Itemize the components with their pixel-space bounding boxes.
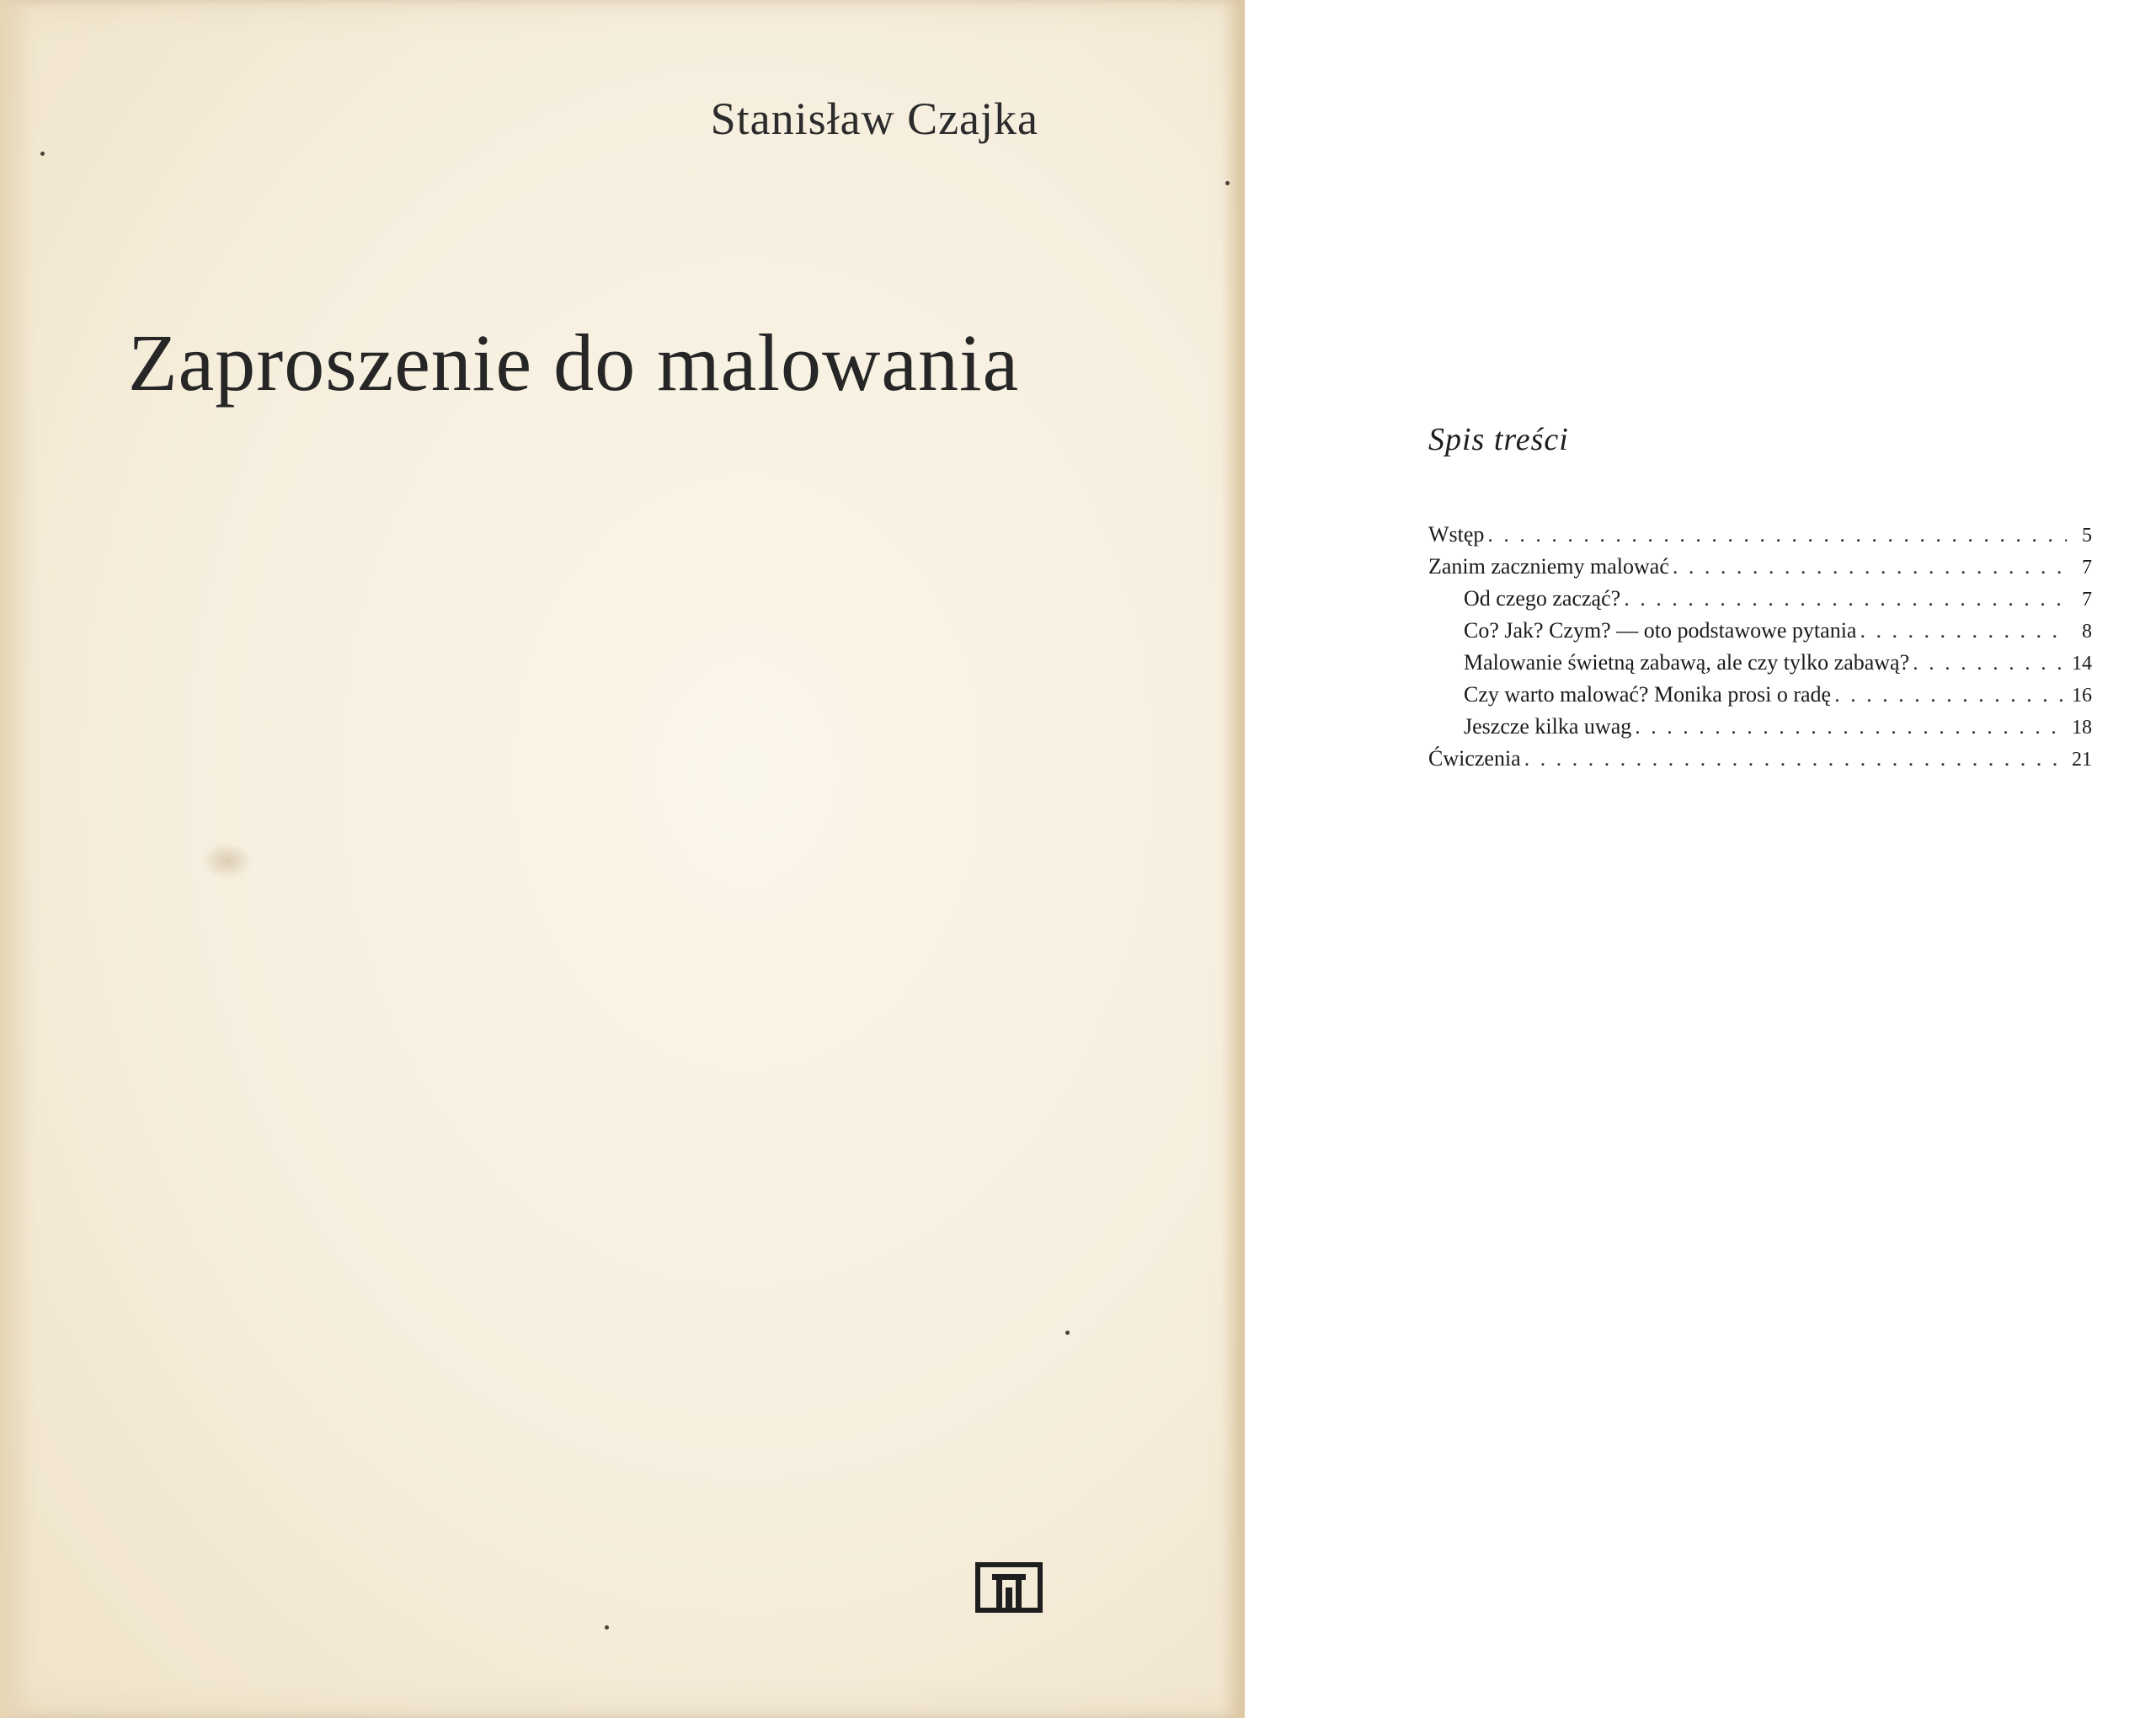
toc-leader-dots [1635, 711, 2067, 743]
toc-entry-zanim-zaczniemy-malowac [1428, 551, 2092, 583]
toc-entry-czy-warto-malowac [1428, 679, 2092, 711]
toc-list [1428, 519, 2092, 775]
cover-spine-edge [0, 0, 34, 1718]
toc-entry-malowanie-zabawa [1428, 647, 2092, 679]
cover-author: Stanisław Czajka [710, 93, 1038, 144]
toc-entry-page: 16 [2072, 685, 2092, 707]
toc-entry-page: 14 [2072, 653, 2092, 675]
toc-entry-label: Ćwiczenia [1428, 746, 1521, 771]
toc-leader-dots [1913, 647, 2067, 679]
toc-entry-podstawowe-pytania [1428, 615, 2092, 647]
toc-leader-dots [1834, 679, 2067, 711]
cover-right-edge [1221, 0, 1245, 1718]
toc-entry-label: Wstęp [1428, 522, 1485, 547]
toc-entry-label: Malowanie świetną zabawą, ale czy tylko zabawą? [1464, 650, 1910, 675]
toc-entry-label: Zanim zaczniemy malować [1428, 554, 1669, 579]
publisher-logo-icon [975, 1562, 1043, 1613]
toc-leader-dots [1860, 615, 2067, 647]
toc-entry-wstep [1428, 519, 2092, 551]
toc-entry-page: 18 [2072, 717, 2092, 739]
toc-entry-label: Od czego zacząć? [1464, 586, 1621, 611]
toc-entry-page: 21 [2072, 749, 2092, 771]
table-of-contents [1428, 421, 2156, 775]
cover-speck [40, 152, 45, 156]
toc-entry-page: 7 [2082, 589, 2092, 611]
toc-entry-od-czego-zaczac [1428, 583, 2092, 615]
toc-entry-jeszcze-kilka-uwag [1428, 711, 2092, 743]
toc-entry-label: Czy warto malować? Monika prosi o radę [1464, 682, 1832, 707]
cover-speck [1065, 1331, 1070, 1335]
cover-speck [605, 1625, 609, 1630]
toc-entry-cwiczenia [1428, 743, 2092, 775]
table-of-contents-page [1245, 0, 2156, 1718]
toc-entry-page: 7 [2082, 557, 2092, 579]
toc-heading: Spis treści [1428, 422, 1569, 457]
toc-entry-page: 5 [2082, 525, 2092, 547]
toc-leader-dots [1624, 583, 2067, 615]
toc-entry-label: Co? Jak? Czym? — oto podstawowe pytania [1464, 618, 1857, 643]
cover-stain [202, 842, 253, 879]
cover-speck [1225, 181, 1230, 185]
toc-entry-label: Jeszcze kilka uwag [1464, 714, 1632, 739]
toc-entry-page: 8 [2082, 621, 2092, 643]
toc-leader-dots [1524, 743, 2067, 775]
cover-title: Zaproszenie do malowania [128, 317, 1020, 408]
toc-leader-dots [1673, 551, 2067, 583]
toc-leader-dots [1487, 519, 2067, 551]
